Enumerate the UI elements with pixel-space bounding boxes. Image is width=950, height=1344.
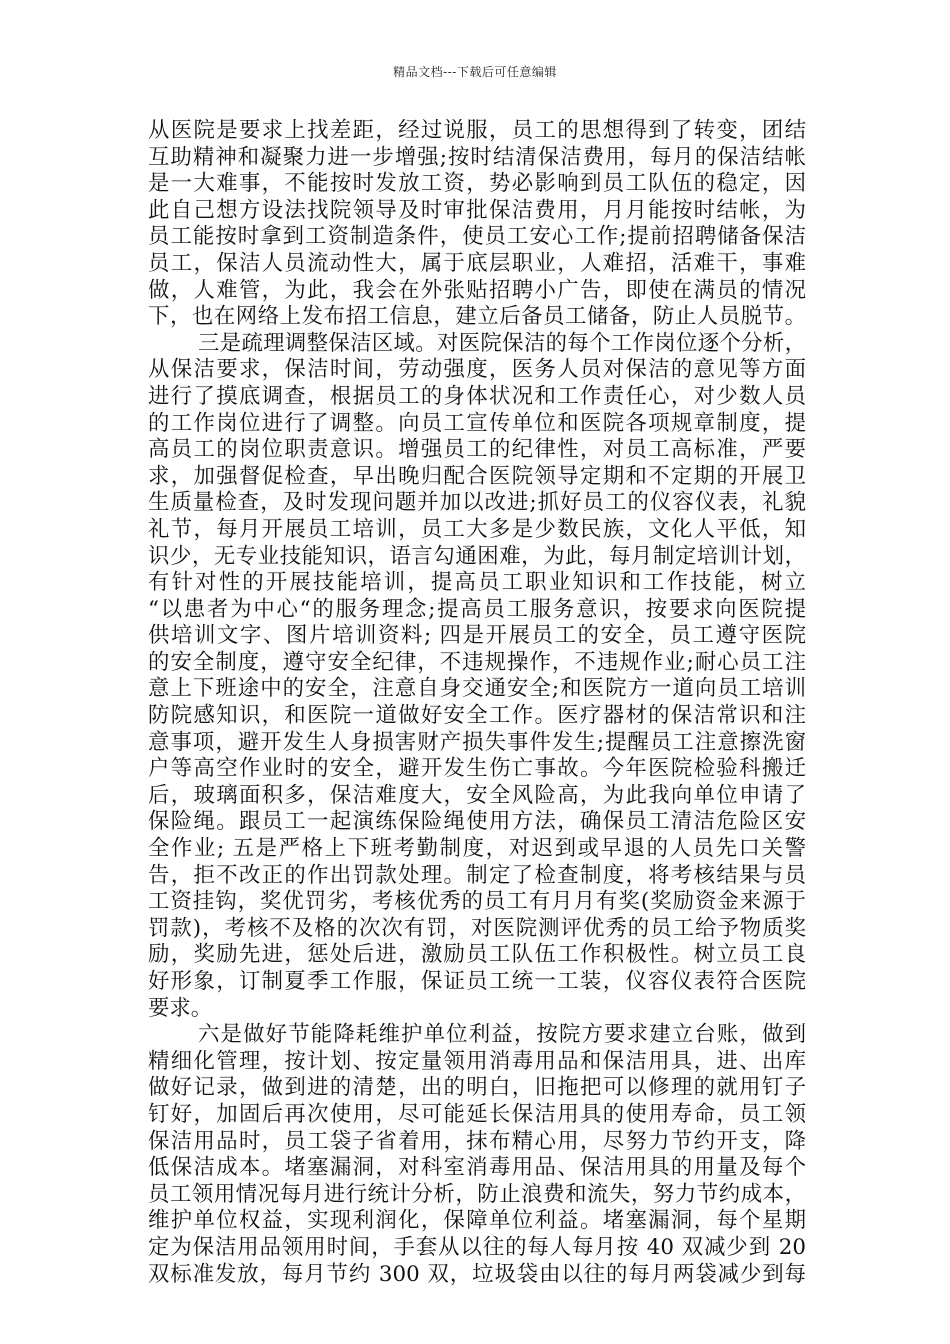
text-line: 保险绳。跟员工一起演练保险绳使用方法，确保员工清洁危险区安: [148, 809, 806, 835]
text-line: 的安全制度，遵守安全纪律，不违规操作，不违规作业;耐心员工注: [148, 649, 806, 675]
text-line: 礼节，每月开展员工培训，员工大多是少数民族，文化人平低，知: [148, 516, 806, 542]
text-line: 低保洁成本。堵塞漏洞，对科室消毒用品、保洁用具的用量及每个: [148, 1155, 806, 1181]
text-line: 员工能按时拿到工资制造条件，使员工安心工作;提前招聘储备保洁: [148, 224, 806, 250]
text-line: 员工，保洁人员流动性大，属于底层职业，人难招，活难干，事难: [148, 250, 806, 276]
text-line: 维护单位权益，实现利润化，保障单位利益。堵塞漏洞，每个星期: [148, 1208, 806, 1234]
text-line: 此自己想方设法找院领导及时审批保洁费用，月月能按时结帐，为: [148, 197, 806, 223]
text-line: 互助精神和凝聚力进一步增强;按时结清保洁费用，每月的保洁结帐: [148, 144, 806, 170]
text-line: 励，奖励先进，惩处后进，激励员工队伍工作积极性。树立员工良: [148, 942, 806, 968]
text-line: 六是做好节能降耗维护单位利益，按院方要求建立台账，做到: [198, 1022, 806, 1048]
text-line: 下，也在网络上发布招工信息，建立后备员工储备，防止人员脱节。: [148, 304, 806, 330]
text-line: 员工领用情况每月进行统计分析，防止浪费和流失，努力节约成本，: [148, 1181, 806, 1207]
text-line: 求，加强督促检查，早出晚归配合医院领导定期和不定期的开展卫: [148, 463, 806, 489]
text-line: 的工作岗位进行了调整。向员工宣传单位和医院各项规章制度，提: [148, 410, 806, 436]
text-line: 三是疏理调整保洁区域。对医院保洁的每个工作岗位逐个分析，: [198, 330, 806, 356]
text-line: 户等高空作业时的安全，避开发生伤亡事故。今年医院检验科搬迁: [148, 756, 806, 782]
text-line: 有针对性的开展技能培训，提高员工职业知识和工作技能，树立: [148, 570, 806, 596]
text-line: 从医院是要求上找差距，经过说服，员工的思想得到了转变，团结: [148, 118, 806, 143]
text-line: 识少，无专业技能知识，语言勾通困难，为此，每月制定培训计划，: [148, 543, 806, 569]
text-line: 告，拒不改正的作出罚款处理。制定了检查制度，将考核结果与员: [148, 862, 806, 888]
text-line: 后，玻璃面积多，保洁难度大，安全风险高，为此我向单位申请了: [148, 782, 806, 808]
document-body: [148, 118, 806, 1288]
text-line: 全作业; 五是严格上下班考勤制度，对迟到或早退的人员先口关警: [148, 836, 806, 862]
text-line: 要求。: [148, 995, 213, 1021]
text-line: 保洁用品时，员工袋子省着用，抹布精心用，尽努力节约开支，降: [148, 1128, 806, 1154]
text-line: 钉好，加固后再次使用，尽可能延长保洁用具的使用寿命，员工领: [148, 1101, 806, 1127]
text-line: 供培训文字、图片培训资料; 四是开展员工的安全，员工遵守医院: [148, 623, 806, 649]
text-line: 工资挂钩，奖优罚劣，考核优秀的员工有月月有奖(奖励资金来源于: [148, 889, 806, 915]
text-line: 好形象，订制夏季工作服，保证员工统一工装，仪容仪表符合医院: [148, 969, 806, 994]
text-line: 做好记录，做到进的清楚，出的明白，旧拖把可以修理的就用钉子: [148, 1075, 806, 1101]
text-line: 生质量检查，及时发现问题并加以改进;抓好员工的仪容仪表，礼貌: [148, 490, 806, 516]
text-line: 双标准发放，每月节约 300 双，垃圾袋由以往的每月两袋减少到每: [148, 1261, 806, 1287]
text-line: 是一大难事，不能按时发放工资，势必影响到员工队伍的稳定，因: [148, 171, 806, 197]
text-line: 意事项，避开发生人身损害财产损失事件发生;提醒员工注意擦洗窗: [148, 729, 806, 755]
text-line: 定为保洁用品领用时间，手套从以往的每人每月按 40 双减少到 20: [148, 1234, 806, 1260]
text-line: 防院感知识，和医院一道做好安全工作。医疗器材的保洁常识和注: [148, 703, 806, 729]
text-line: 意上下班途中的安全，注意自身交通安全;和医院方一道向员工培训: [148, 676, 806, 702]
text-line: “以患者为中心“的服务理念;提高员工服务意识，按要求向医院提: [148, 596, 806, 622]
text-line: 做，人难管，为此，我会在外张贴招聘小广告，即使在满员的情况: [148, 277, 806, 303]
page-header: 精品文档---下载后可任意编辑: [393, 65, 557, 79]
text-line: 罚款)，考核不及格的次次有罚，对医院测评优秀的员工给予物质奖: [148, 915, 806, 941]
text-line: 进行了摸底调查，根据员工的身体状况和工作责任心，对少数人员: [148, 383, 806, 409]
text-line: 高员工的岗位职责意识。增强员工的纪律性，对员工高标准，严要: [148, 437, 806, 463]
text-line: 从保洁要求，保洁时间，劳动强度，医务人员对保洁的意见等方面: [148, 357, 806, 383]
text-line: 精细化管理，按计划、按定量领用消毒用品和保洁用具，进、出库: [148, 1048, 806, 1074]
